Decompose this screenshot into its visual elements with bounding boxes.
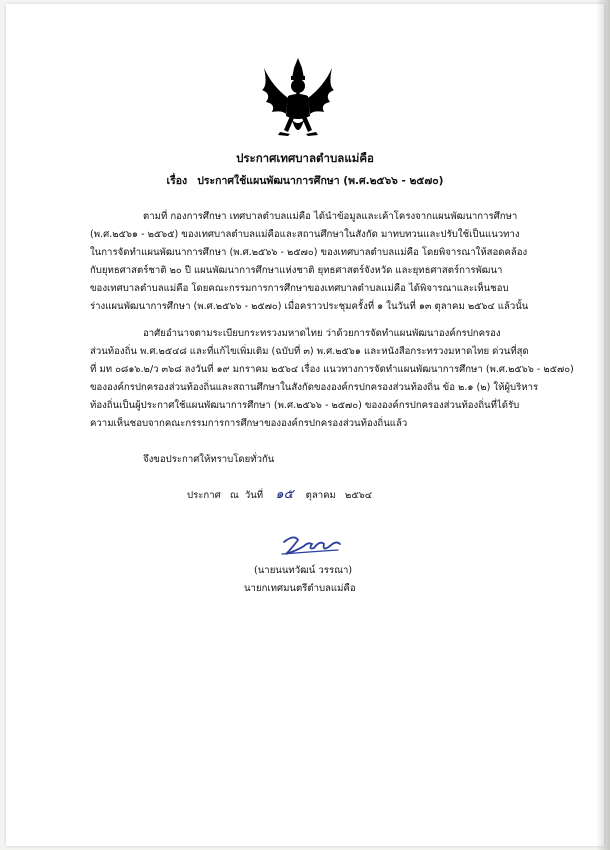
paragraph-2-line: ส่วนท้องถิ่น พ.ศ.๒๕๔๘ และที่แก้ไขเพิ่มเติม (ฉบับที่ ๓) พ.ศ.๒๕๖๑ และหนังสือกระทรวงมหาดไทย ด่วนที่สุด <box>90 346 529 357</box>
date-at: ณ <box>229 490 239 501</box>
garuda-emblem-icon <box>258 56 338 142</box>
date-month: ตุลาคม <box>305 490 336 501</box>
closing-statement: จึงขอประกาศให้ทราบโดยทั่วกัน <box>143 454 275 465</box>
paragraph-1-line: (พ.ศ.๒๕๖๑ - ๒๕๖๕) ของเทศบาลตำบลแม่คือและสถานศึกษาในสังกัด มาทบทวนและปรับใช้เป็นแนวทาง <box>90 229 520 240</box>
document-subject <box>0 172 610 189</box>
signer-name: (นายนนทวัฒน์ วรรณา) <box>254 565 353 576</box>
paragraph-1-line: ของเทศบาลตำบลแม่คือ โดยคณะกรรมการการศึกษาของเทศบาลตำบลแม่คือ ได้พิจารณาและเห็นชอบ <box>90 283 509 294</box>
paragraph-1-line: ตามที่ กองการศึกษา เทศบาลตำบลแม่คือ ได้นำข้อมูลและเค้าโครงจากแผนพัฒนาการศึกษา <box>143 211 518 222</box>
paragraph-1-line: ในการจัดทำแผนพัฒนาการศึกษา (พ.ศ.๒๕๖๖ - ๒๕๗๐) ของเทศบาลตำบลแม่คือ โดยพิจารณาให้สอดคล้อง <box>90 247 528 258</box>
paragraph-1-line: กับยุทธศาสตร์ชาติ ๒๐ ปี แผนพัฒนาการศึกษาแห่งชาติ ยุทธศาสตร์จังหวัด และยุทธศาสตร์การพัฒนา <box>90 265 503 276</box>
paragraph-2-line: ท้องถิ่นเป็นผู้ประกาศใช้แผนพัฒนาการศึกษา (พ.ศ.๒๕๖๖ - ๒๕๗๐) ขององค์กรปกครองส่วนท้องถิ่นที่ได้รับ <box>90 400 520 411</box>
signature-icon <box>278 532 348 558</box>
date-year: ๒๕๖๔ <box>345 490 372 501</box>
paragraph-2-line: ความเห็นชอบจากคณะกรรมการการศึกษาขององค์กรปกครองส่วนท้องถิ่นแล้ว <box>90 418 408 429</box>
paragraph-1-line: ร่างแผนพัฒนาการศึกษา (พ.ศ.๒๕๖๖ - ๒๕๗๐) เมื่อคราวประชุมครั้งที่ ๑ ในวันที่ ๑๓ ตุลาคม ๒๕๖๔ แล้วนั้น <box>90 301 529 312</box>
paragraph-2-line: ที่ มท ๐๘๑๖.๒/ว ๓๖๘ ลงวันที่ ๑๙ มกราคม ๒๕๖๔ เรื่อง แนวทางการจัดทำแผนพัฒนาการศึกษา (พ.ศ.๒๕๖๖ - ๒๕๗๐) <box>90 364 574 375</box>
subject-label: เรื่อง <box>166 175 188 187</box>
document-title: ประกาศเทศบาลตำบลแม่คือ <box>236 151 374 165</box>
subject-text: ประกาศใช้แผนพัฒนาการศึกษา (พ.ศ.๒๕๖๖ - ๒๕๗๐) <box>197 175 444 187</box>
date-day-handwritten: ๑๕ <box>275 487 294 502</box>
date-day-label: วันที่ <box>244 490 264 501</box>
paragraph-2-line: อาศัยอำนาจตามระเบียบกระทรวงมหาดไทย ว่าด้วยการจัดทำแผนพัฒนาองค์กรปกครอง <box>143 328 501 339</box>
announcement-date <box>187 483 372 504</box>
signer-position: นายกเทศมนตรีตำบลแม่คือ <box>244 583 356 594</box>
paragraph-2-line: ขององค์กรปกครองส่วนท้องถิ่นและสถานศึกษาในสังกัดขององค์กรปกครองส่วนท้องถิ่น ข้อ ๒.๑ (๒) ให้ผู้บริหาร <box>90 382 539 393</box>
date-prefix: ประกาศ <box>187 490 221 501</box>
